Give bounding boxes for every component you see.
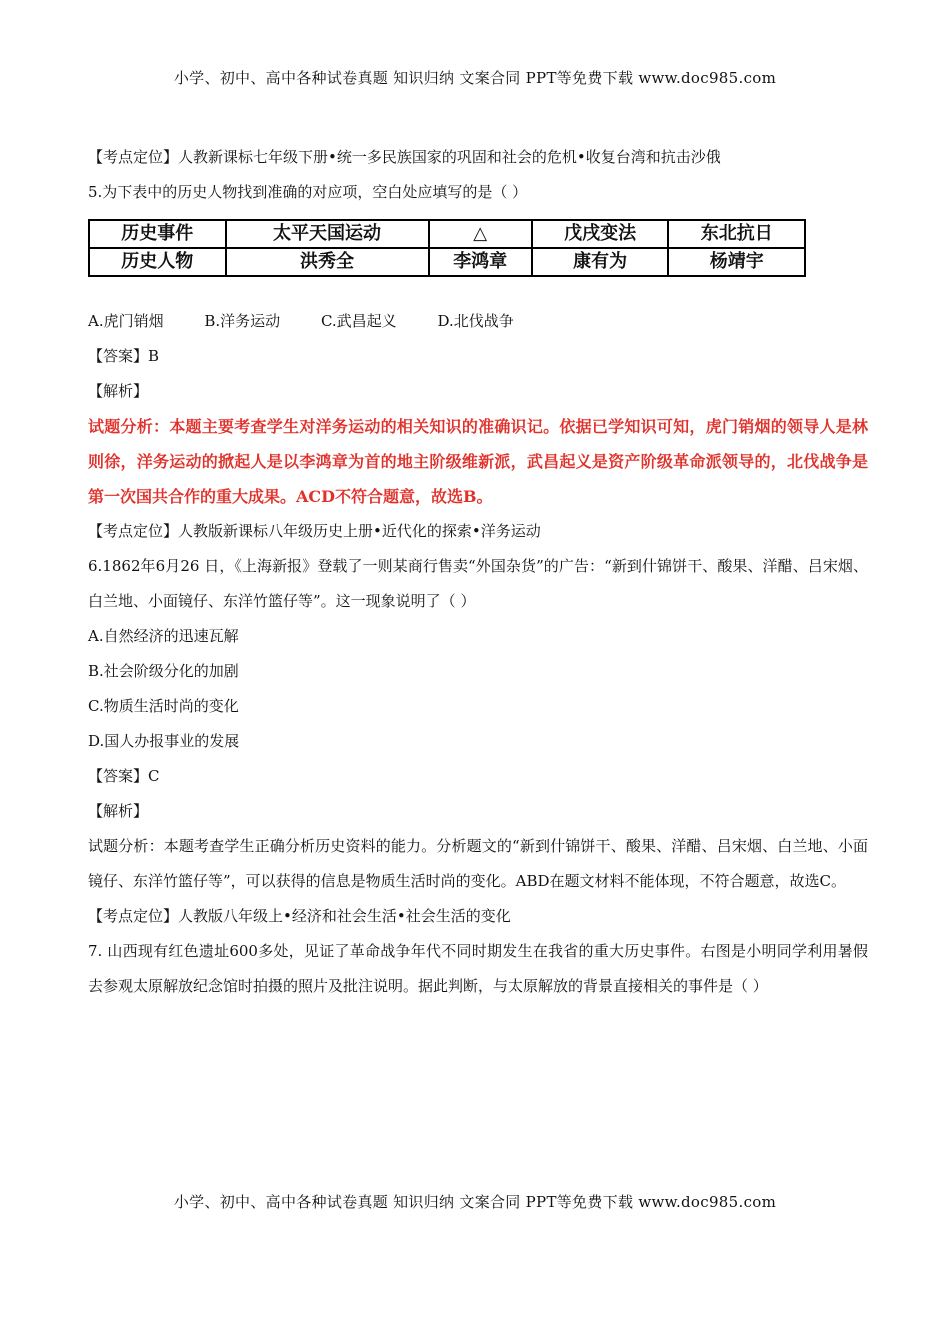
page-footer: 小学、初中、高中各种试卷真题 知识归纳 文案合同 PPT等免费下载 www.doc985.com	[173, 1193, 777, 1211]
q5-answer: 【答案】B	[88, 347, 160, 365]
prev-knowledge-point: 【考点定位】人教新课标七年级下册•统一多民族国家的巩固和社会的危机•收复台湾和抗击沙俄	[88, 148, 721, 166]
table-cell: 康有为	[532, 248, 669, 276]
table-cell: 戊戌变法	[532, 220, 669, 248]
q7-stem: 7. 山西现有红色遗址600多处，见证了革命战争年代不同时期发生在我省的重大历史事件。右图是小明同学利用暑假去参观太原解放纪念馆时拍摄的照片及批注说明。据此判断，与太原解放的背景直接相关的事件是（ ）	[88, 942, 868, 995]
table-cell: 杨靖宇	[668, 248, 805, 276]
table-cell: △	[429, 220, 532, 248]
table-cell: 历史事件	[89, 220, 226, 248]
q5-table	[88, 219, 806, 277]
q6-stem: 6.1862年6月26 日，《上海新报》登载了一则某商行售卖“外国杂货”的广告：“新到什锦饼干、酸果、洋醋、吕宋烟、白兰地、小面镜仔、东洋竹篮仔等”。这一现象说明了（ ）	[88, 557, 868, 610]
q6-option-a: A.自然经济的迅速瓦解	[88, 627, 239, 645]
q6-analysis-label: 【解析】	[88, 802, 149, 820]
q6-option-d: D.国人办报事业的发展	[88, 732, 240, 750]
q5-options	[88, 304, 868, 339]
table-cell: 东北抗日	[668, 220, 805, 248]
q5-analysis-label: 【解析】	[88, 382, 149, 400]
q6-knowledge-point: 【考点定位】人教版八年级上•经济和社会生活•社会生活的变化	[88, 907, 511, 925]
q6-analysis: 试题分析：本题考查学生正确分析历史资料的能力。分析题文的“新到什锦饼干、酸果、洋醋、吕宋烟、白兰地、小面镜仔、东洋竹篮仔等”，可以获得的信息是物质生活时尚的变化。ABD在题文材料不能体现，不符合题意，故选C。	[88, 837, 868, 890]
table-cell: 太平天国运动	[226, 220, 429, 248]
q6-option-b: B.社会阶级分化的加剧	[88, 662, 239, 680]
option-d: D.北伐战争	[437, 312, 514, 330]
table-row	[89, 220, 805, 248]
table-cell: 李鸿章	[429, 248, 532, 276]
option-a: A.虎门销烟	[88, 312, 164, 330]
table-row	[89, 248, 805, 276]
option-c: C.武昌起义	[320, 312, 397, 330]
table-cell: 历史人物	[89, 248, 226, 276]
q5-stem: 5.为下表中的历史人物找到准确的对应项，空白处应填写的是（ ）	[88, 183, 528, 201]
option-b: B.洋务运动	[204, 312, 281, 330]
q5-analysis: 试题分析：本题主要考查学生对洋务运动的相关知识的准确识记。依据已学知识可知，虎门销烟的领导人是林则徐，洋务运动的掀起人是以李鸿章为首的地主阶级维新派，武昌起义是资产阶级革命派领导的，北伐战争是第一次国共合作的重大成果。ACD不符合题意，故选B。	[88, 417, 868, 506]
q5-knowledge-point: 【考点定位】人教版新课标八年级历史上册•近代化的探索•洋务运动	[88, 522, 541, 540]
page-header: 小学、初中、高中各种试卷真题 知识归纳 文案合同 PPT等免费下载 www.doc985.com	[173, 69, 777, 87]
q6-answer: 【答案】C	[88, 767, 160, 785]
table-cell: 洪秀全	[226, 248, 429, 276]
document-body	[88, 140, 868, 1004]
q6-option-c: C.物质生活时尚的变化	[88, 697, 239, 715]
